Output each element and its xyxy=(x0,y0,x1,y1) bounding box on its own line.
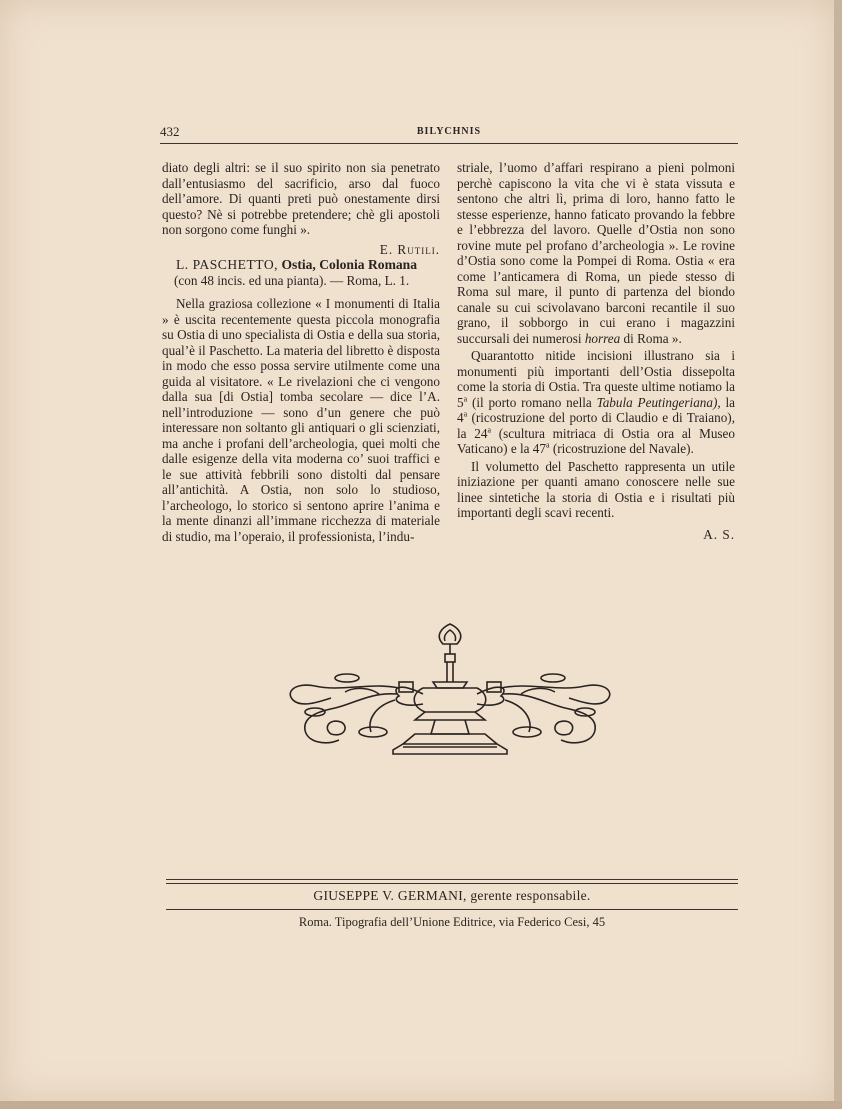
review-paragraph-1: Nella graziosa collezione « I monumenti di Italia » è uscita recentemente questa piccola monografia su Ostia di uno specialista di Ostia e della sua storia, qual’è il Paschetto. La materia del libretto è disposta in modo che esso possa servire utilmente come una guida al visitatore. « Le rivelazioni che ci vengono dalla sua [di Ostia] tomba secolare — dice l’A. nell’introduzione — sono d’un genere che può interessare non soltanto gli antiquari o gli scienziati, ma anche i profani dell’archeologia, quei molti che dalle esigenze della vita moderna co’ suoi traffici e le sue attività febbrili sono distolti dal pensare all’antichità. A Ostia, non solo lo studioso, l’archeologo, lo storico si sentono aprire l’anima e la mente dinanzi all’immane ricchezza di materiale di studio, ma l’operaio, il professionista, l’indu- xyxy=(162,296,440,544)
para-end: di Roma ». xyxy=(623,330,682,346)
para-italic: Tabula Peutingeriana), xyxy=(596,394,721,410)
para-text: (scultura mitriaca di Ostia ora al Museo Vaticano) e la 47 xyxy=(457,425,735,456)
credit-line xyxy=(166,888,738,904)
right-column xyxy=(457,160,735,542)
continuation-text: diato degli altri: se il suo spirito non sia penetrato dall’entusiasmo del sacrificio, arso dal fuoco dell’amore. Di quanti preti può onestamente dirsi questo? Nè si potrebbe pretendere; chè gli apostoli non sorgono come funghi ». xyxy=(162,160,440,237)
credit-name: GIUSEPPE V. GERMANI, xyxy=(313,888,467,903)
para-text: Quarantotto nitide incisioni illustrano sia i monumenti più importanti dell’Ostia dissepolta come la storia di Ostia. Tra queste ultime notiamo la 5 xyxy=(457,348,735,410)
review-heading xyxy=(162,257,440,273)
para-text: striale, l’uomo d’affari respirano a pieni polmoni perchè capiscono la vita che vi è stata vissuta e sentono che altri lì, prima di loro, hanno fatto le stesse esperienze, hanno faticato provando la febbre e l’ebbrezza del lavoro. Quelle d’Ostia non sono rovine mute pel profano d’archeologia ». Le rovine d’Ostia sono come la Pompei di Roma. Ostia « era come l’anticamera di Roma, un piede stesso di Roma sul mare, il punto di partenza del biondo canale su cui scivolavano barconi recantile il suo grano, il sobborgo in cui erano i magazzini succursali dei numerosi xyxy=(457,160,735,346)
header-rule xyxy=(160,143,738,144)
review-paragraph-2 xyxy=(457,348,735,457)
footer-rule-bottom xyxy=(166,909,738,910)
page-header xyxy=(160,124,738,142)
review-paragraph-3: Il volumetto del Paschetto rappresenta un utile iniziazione per quanti amano conoscere nelle sue linee sintetiche la storia di Ostia e i risultati più importanti degli scavi recenti. xyxy=(457,458,735,520)
page-edge-right xyxy=(834,0,842,1109)
oil-lamp-icon xyxy=(275,622,630,768)
running-title: BILYCHNIS xyxy=(416,126,482,137)
signature-as: A. S. xyxy=(703,526,735,542)
review-paragraph-1-cont xyxy=(457,160,735,346)
ordinal-mark: a xyxy=(487,425,492,435)
review-details: (con 48 incis. ed una pianta). — Roma, L. 1. xyxy=(174,272,410,288)
ordinal-mark: a xyxy=(463,409,468,419)
para-text: la 4 xyxy=(457,394,735,425)
para-text: (il porto romano nella xyxy=(467,394,597,410)
para-italic: horrea xyxy=(584,330,621,346)
credit-role: gerente responsabile. xyxy=(466,888,591,903)
left-column xyxy=(162,160,440,544)
review-title: Ostia, Colonia Romana xyxy=(281,257,418,272)
page-edge-bottom xyxy=(0,1101,842,1109)
footer-rule-top-double xyxy=(166,883,738,884)
page-number: 432 xyxy=(160,124,180,139)
ordinal-mark: a xyxy=(463,394,468,404)
para-text: (ricostruzione del porto di Claudio e di Traiano), la 24 xyxy=(457,410,735,441)
footer-rule-top xyxy=(166,879,738,880)
ordinal-mark: a xyxy=(545,440,550,450)
signature-rutili: E. Rutili. xyxy=(379,241,440,257)
para-text: (ricostruzione del Navale). xyxy=(549,441,694,456)
review-author: L. PASCHETTO, xyxy=(176,257,279,272)
printer-line: Roma. Tipografia dell’Unione Editrice, via Federico Cesi, 45 xyxy=(298,915,606,929)
